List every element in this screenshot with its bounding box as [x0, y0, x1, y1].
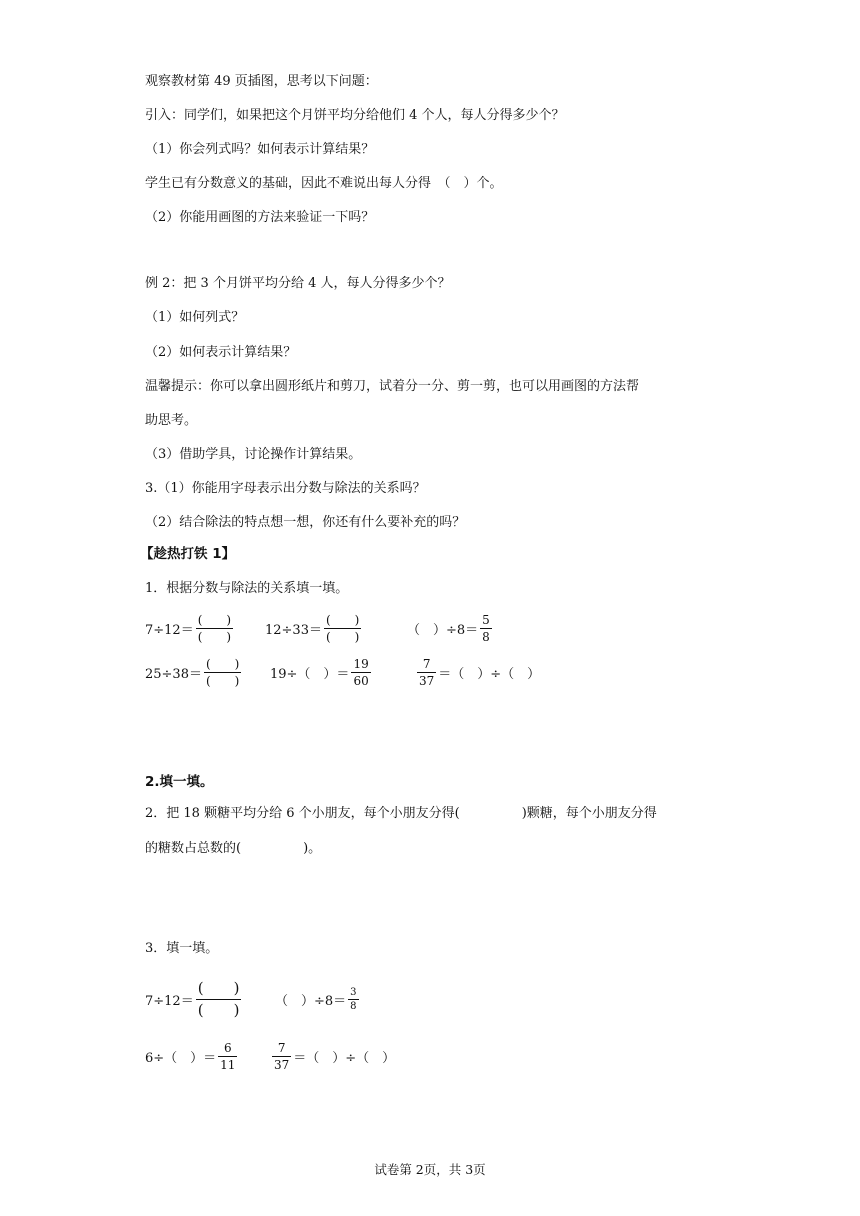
question-text-part: )。	[303, 841, 322, 856]
fraction-denominator: ( )	[197, 1000, 240, 1019]
fraction-numerator: ( )	[197, 612, 232, 627]
fraction-numerator: 6	[223, 1040, 232, 1055]
fraction-item	[275, 975, 361, 1023]
fraction-numerator: ( )	[205, 656, 240, 671]
fraction-denominator: 11	[220, 1057, 236, 1072]
section-heading: 2.填一填。	[145, 774, 214, 790]
fraction-numerator: 7	[422, 656, 431, 671]
expression-text: （ ）÷8＝	[407, 622, 479, 638]
expression-text: ＝（ ）÷（ ）	[438, 666, 541, 682]
fraction-numerator: 19	[353, 656, 369, 671]
text-line: （2）你能用画图的方法来验证一下吗？	[145, 210, 375, 225]
fraction-denominator: ( )	[325, 629, 360, 644]
fraction-denominator: ( )	[197, 629, 232, 644]
fraction	[351, 657, 370, 688]
expression-text: 25÷38＝	[145, 666, 202, 682]
text-line: 3.（1）你能用字母表示出分数与除法的关系吗？	[145, 481, 426, 496]
blank-fraction[interactable]	[324, 613, 361, 644]
fraction-item	[145, 975, 243, 1023]
fraction-item	[145, 606, 235, 650]
expression-text: 7÷12＝	[145, 622, 194, 638]
question-text-part: )颗糖，每个小朋友分得	[521, 806, 657, 821]
question-text-part: 的糖数占总数的(	[145, 841, 242, 856]
text-line: （3）借助学具，讨论操作计算结果。	[145, 447, 362, 462]
fraction-numerator: ( )	[325, 612, 360, 627]
fraction-item	[415, 650, 540, 694]
blank-fraction[interactable]	[204, 657, 241, 688]
section-heading: 【趁热打铁 1】	[140, 546, 236, 562]
fraction-numerator: 7	[277, 1040, 286, 1055]
text-line: 例 2：把 3 个月饼平均分给 4 人，每人分得多少个？	[145, 276, 451, 291]
fraction-denominator: 8	[350, 1000, 357, 1012]
text-line: （1）你会列式吗？如何表示计算结果？	[145, 142, 375, 157]
question-text: 3．填一填。	[145, 941, 219, 956]
expression-text: 12÷33＝	[265, 622, 322, 638]
text-line: （1）如何列式？	[145, 310, 245, 325]
fraction-denominator: 60	[353, 673, 369, 688]
text-line: 温馨提示：你可以拿出圆形纸片和剪刀，试着分一分、剪一剪，也可以用画图的方法帮	[145, 379, 640, 394]
fraction-denominator: 8	[482, 629, 490, 644]
blank-fraction[interactable]	[196, 613, 233, 644]
fraction	[417, 657, 436, 688]
fraction-item	[270, 1034, 395, 1078]
expression-text: 6÷（ ）＝	[145, 1050, 217, 1066]
text-line: 引入：同学们，如果把这个月饼平均分给他们 4 个人，每人分得多少个？	[145, 108, 565, 123]
text-line: （2）结合除法的特点想一想，你还有什么要补充的吗？	[145, 515, 466, 530]
text-line: 助思考。	[145, 413, 198, 428]
fraction	[480, 613, 492, 644]
fraction-denominator: 37	[274, 1057, 290, 1072]
fraction-denominator: ( )	[205, 673, 240, 688]
fraction-numerator: 3	[350, 986, 357, 998]
expression-text: 19÷（ ）＝	[270, 666, 350, 682]
expression-text: ＝（ ）÷（ ）	[293, 1050, 396, 1066]
text-line: （2）如何表示计算结果？	[145, 345, 297, 360]
question-text	[145, 840, 321, 858]
expression-text: （ ）÷8＝	[275, 993, 347, 1009]
fraction-denominator: 37	[419, 673, 435, 688]
fraction	[348, 987, 358, 1012]
fraction-item	[145, 1034, 239, 1078]
expression-text: 7÷12＝	[145, 993, 194, 1009]
fraction-item	[265, 606, 363, 650]
fraction	[218, 1041, 237, 1072]
blank-fraction[interactable]	[196, 979, 242, 1020]
page-footer: 试卷第 2页，共 3页	[374, 1162, 486, 1177]
fraction-item	[270, 650, 373, 694]
question-text: 1．根据分数与除法的关系填一填。	[145, 581, 349, 596]
text-line: 观察教材第 49 页插图，思考以下问题：	[145, 74, 378, 89]
question-text-part: 2．把 18 颗糖平均分给 6 个小朋友，每个小朋友分得(	[145, 806, 460, 821]
question-text	[145, 805, 657, 823]
fraction-item	[145, 650, 243, 694]
text-line: 学生已有分数意义的基础，因此不难说出每人分得 （ ）个。	[145, 176, 503, 191]
fraction-numerator: ( )	[197, 978, 240, 997]
fraction	[272, 1041, 291, 1072]
fraction-numerator: 5	[482, 612, 490, 627]
fraction-item	[407, 606, 494, 650]
